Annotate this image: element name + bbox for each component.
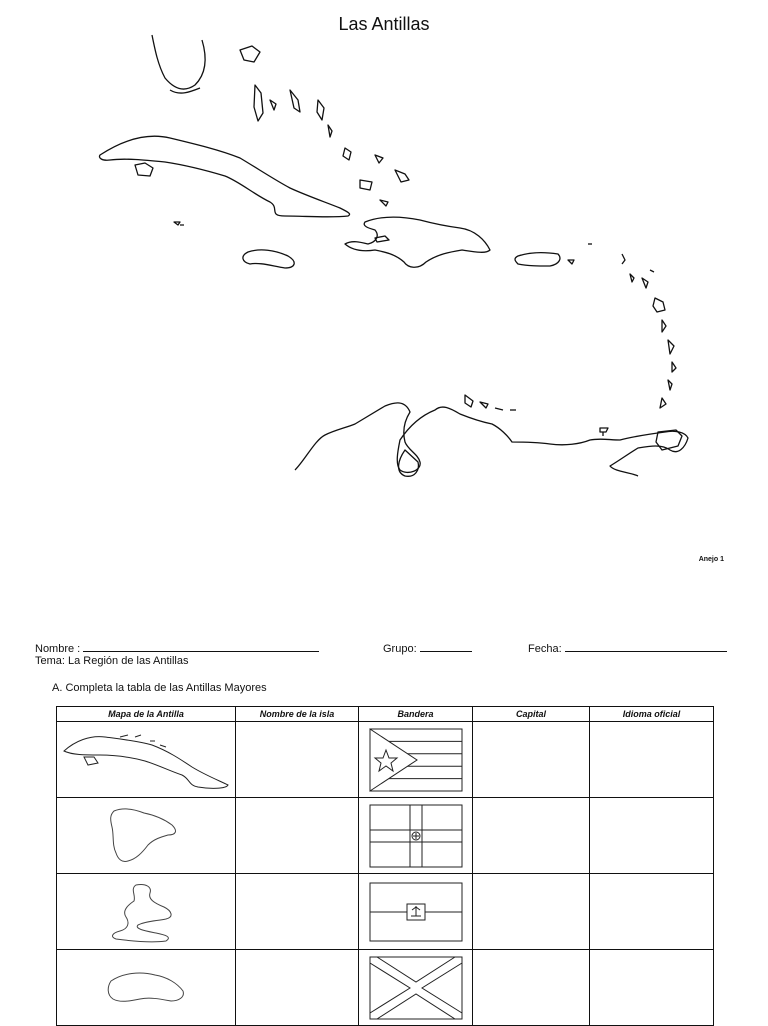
table-row <box>57 798 714 874</box>
island-name-cell[interactable] <box>236 874 359 950</box>
cuba-outline <box>99 136 349 217</box>
group-blank[interactable] <box>420 642 472 652</box>
florida-outline <box>152 35 205 89</box>
annex-label: Anejo 1 <box>698 556 724 563</box>
haiti-outline-icon <box>106 881 186 943</box>
name-field[interactable] <box>35 642 319 655</box>
dominican-republic-flag-icon <box>369 804 463 868</box>
col-header-map: Mapa de la Antilla <box>57 707 236 722</box>
table-row <box>57 722 714 798</box>
topic-line: Tema: La Región de las Antillas <box>35 655 189 667</box>
col-header-language: Idioma oficial <box>590 707 714 722</box>
island-name-cell[interactable] <box>236 798 359 874</box>
col-header-island-name: Nombre de la isla <box>236 707 359 722</box>
flag-cell <box>359 874 473 950</box>
puerto-rico-outline <box>515 253 560 266</box>
lesser-antilles-outline <box>588 244 676 408</box>
map-cell <box>57 798 236 874</box>
capital-cell[interactable] <box>473 874 590 950</box>
bahamas-outline <box>240 46 409 206</box>
cuba-flag-icon <box>369 728 463 792</box>
col-header-flag: Bandera <box>359 707 473 722</box>
cuba-outline-icon <box>60 727 232 793</box>
capital-cell[interactable] <box>473 950 590 1026</box>
dominican-republic-outline-icon <box>106 805 186 867</box>
instruction-text: A. Completa la tabla de las Antillas Mayores <box>52 682 267 694</box>
island-name-cell[interactable] <box>236 950 359 1026</box>
date-label: Fecha: <box>528 643 562 655</box>
language-cell[interactable] <box>590 722 714 798</box>
name-blank[interactable] <box>83 642 319 652</box>
date-blank[interactable] <box>565 642 727 652</box>
page-title: Las Antillas <box>338 14 430 34</box>
capital-cell[interactable] <box>473 798 590 874</box>
jamaica-outline-icon <box>105 963 187 1013</box>
haiti-flag-icon <box>369 880 463 944</box>
table-row <box>57 950 714 1026</box>
date-field[interactable] <box>528 642 727 655</box>
island-name-cell[interactable] <box>236 722 359 798</box>
flag-cell <box>359 722 473 798</box>
table-header-row <box>57 707 714 722</box>
col-header-capital: Capital <box>473 707 590 722</box>
antilles-map <box>90 30 700 480</box>
group-label: Grupo: <box>383 643 417 655</box>
map-cell <box>57 950 236 1026</box>
language-cell[interactable] <box>590 798 714 874</box>
language-cell[interactable] <box>590 950 714 1026</box>
name-label: Nombre : <box>35 643 81 655</box>
south-america-coast <box>295 403 688 476</box>
jamaica-flag-icon <box>369 956 463 1020</box>
hispaniola-outline <box>345 217 490 267</box>
map-cell <box>57 874 236 950</box>
map-cell <box>57 722 236 798</box>
flag-cell <box>359 798 473 874</box>
flag-cell <box>359 950 473 1026</box>
jamaica-outline <box>243 250 294 268</box>
group-field[interactable] <box>383 642 472 655</box>
language-cell[interactable] <box>590 874 714 950</box>
antilles-table <box>56 706 714 1026</box>
capital-cell[interactable] <box>473 722 590 798</box>
table-row <box>57 874 714 950</box>
